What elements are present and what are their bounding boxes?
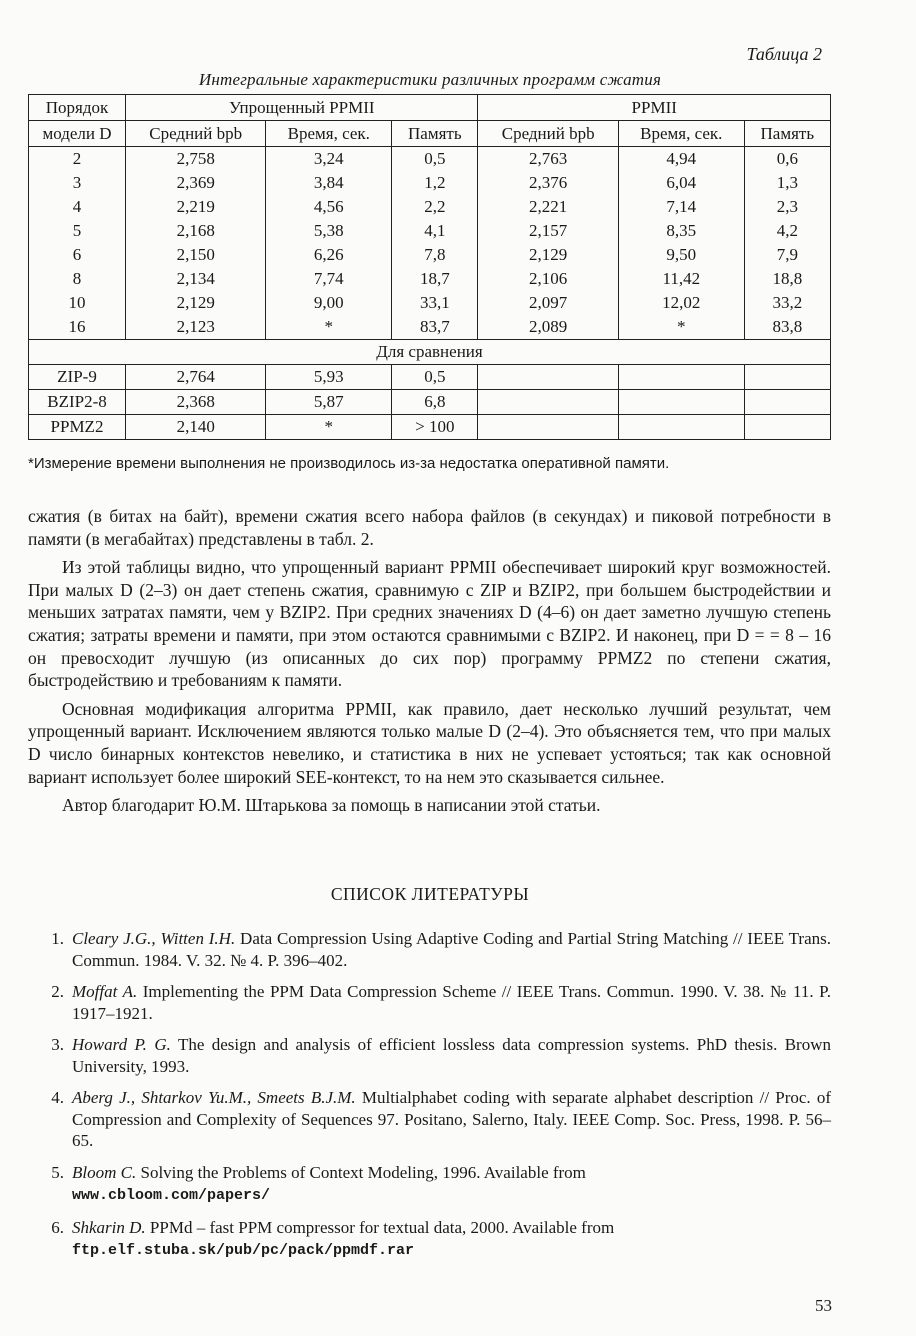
table-cell: 9,50 (618, 243, 744, 267)
table-cell (744, 415, 830, 440)
table-cell: 8,35 (618, 219, 744, 243)
table-cell: BZIP2-8 (29, 390, 126, 415)
paragraph: сжатия (в битах на байт), времени сжатия всего набора файлов (в секундах) и пиковой потребности в памяти (в мегабайтах) представлены в табл. 2. (28, 506, 831, 549)
comparison-row (29, 365, 831, 390)
comparison-row (29, 390, 831, 415)
table-row (29, 243, 831, 267)
reference-body (72, 1217, 831, 1262)
table-cell: 83,7 (392, 315, 478, 340)
reference-item (28, 1217, 831, 1262)
table-cell: 2,221 (478, 195, 618, 219)
table-cell: 2,758 (126, 147, 266, 172)
table-cell: 2,157 (478, 219, 618, 243)
table-cell: 2,150 (126, 243, 266, 267)
reference-text: The design and analysis of efficient lossless data compression systems. PhD thesis. Brown University, 1993. (72, 1035, 831, 1076)
reference-body (72, 928, 831, 971)
reference-item (28, 1034, 831, 1077)
table-row (29, 171, 831, 195)
reference-body (72, 1034, 831, 1077)
table-cell: 4,56 (266, 195, 392, 219)
reference-body (72, 1162, 831, 1207)
table-cell: 18,7 (392, 267, 478, 291)
table-cell: 2,369 (126, 171, 266, 195)
table-cell: 2,134 (126, 267, 266, 291)
table-cell: 6 (29, 243, 126, 267)
table-cell: 2,368 (126, 390, 266, 415)
table-cell: 10 (29, 291, 126, 315)
header-group-ppmii: PPMII (478, 95, 831, 121)
table-cell: 11,42 (618, 267, 744, 291)
table-row (29, 291, 831, 315)
reference-number: 6. (51, 1217, 64, 1237)
header-subcol: Память (392, 121, 478, 147)
reference-item (28, 928, 831, 971)
table-cell: 5,38 (266, 219, 392, 243)
table-label: Таблица 2 (746, 44, 822, 64)
references-title: СПИСОК ЛИТЕРАТУРЫ (330, 884, 530, 904)
acknowledgement: Автор благодарит Ю.М. Штарькова за помощь в написании этой статьи. (62, 795, 601, 816)
reference-authors: Howard P. G. (72, 1035, 171, 1054)
reference-number: 5. (51, 1162, 64, 1182)
table-row (29, 219, 831, 243)
table-caption: Интегральные характеристики различных программ сжатия (198, 70, 662, 89)
table-cell: 2,376 (478, 171, 618, 195)
table-cell: 4,2 (744, 219, 830, 243)
reference-link[interactable]: www.cbloom.com/papers/ (72, 1187, 271, 1204)
paragraph: Основная модификация алгоритма PPMII, как правило, дает несколько лучший результат, чем упрощенный вариант. Исключением являются только малые D (2–4). Это объясняется тем, что при малых D число бинарных контекстов невелико, и статистика в них не успевает устояться; так как основной вариант использует более широкий SEE-контекст, то на нем это сказывается сильнее. (28, 698, 831, 787)
table-cell: 4,1 (392, 219, 478, 243)
table-cell (478, 365, 618, 390)
table-cell: 2,129 (478, 243, 618, 267)
table-cell: 33,2 (744, 291, 830, 315)
table-cell: * (266, 415, 392, 440)
comparison-section-label: Для сравнения (29, 340, 831, 365)
compression-table (28, 94, 831, 440)
table-cell: 4,94 (618, 147, 744, 172)
header-subcol: Память (744, 121, 830, 147)
table-cell (478, 415, 618, 440)
reference-number: 4. (51, 1088, 64, 1107)
reference-body (72, 1087, 831, 1152)
references-list (28, 928, 831, 1272)
table-cell: ZIP-9 (29, 365, 126, 390)
table-cell: 3,84 (266, 171, 392, 195)
comparison-body (29, 365, 831, 440)
reference-item (28, 1087, 831, 1152)
table-cell: * (618, 315, 744, 340)
header-group-simplified: Упрощенный PPMII (126, 95, 478, 121)
table-cell: 2,089 (478, 315, 618, 340)
header-subcol: Время, сек. (618, 121, 744, 147)
table-row (29, 147, 831, 172)
table-cell: 0,5 (392, 147, 478, 172)
table-cell: 7,74 (266, 267, 392, 291)
reference-link[interactable]: ftp.elf.stuba.sk/pub/pc/pack/ppmdf.rar (72, 1242, 415, 1259)
table-cell: 5 (29, 219, 126, 243)
table-cell: > 100 (392, 415, 478, 440)
reference-authors: Bloom C. (72, 1162, 137, 1182)
table-cell: 7,9 (744, 243, 830, 267)
table-cell: 7,14 (618, 195, 744, 219)
table-cell (744, 390, 830, 415)
table-cell (478, 390, 618, 415)
table-row (29, 195, 831, 219)
table-cell: 5,87 (266, 390, 392, 415)
table-cell: 7,8 (392, 243, 478, 267)
table-cell: 5,93 (266, 365, 392, 390)
table-cell: 2,3 (744, 195, 830, 219)
table-cell: * (266, 315, 392, 340)
table-cell: 0,6 (744, 147, 830, 172)
table-cell: 8 (29, 267, 126, 291)
table-cell: 33,1 (392, 291, 478, 315)
table-cell: 2,168 (126, 219, 266, 243)
header-order-line2: модели D (29, 121, 126, 147)
reference-text: PPMd – fast PPM compressor for textual data, 2000. Available from (145, 1217, 615, 1237)
table-cell: PPMZ2 (29, 415, 126, 440)
table-cell: 6,8 (392, 390, 478, 415)
reference-body (72, 981, 831, 1024)
table-cell: 2,097 (478, 291, 618, 315)
reference-text: Solving the Problems of Context Modeling, 1996. Available from (136, 1162, 586, 1182)
reference-item (28, 981, 831, 1024)
table-footnote: *Измерение времени выполнения не производилось из-за недостатка оперативной памяти. (28, 455, 670, 472)
table-cell: 2,764 (126, 365, 266, 390)
table-cell: 2,2 (392, 195, 478, 219)
header-subcol: Время, сек. (266, 121, 392, 147)
table-cell: 0,5 (392, 365, 478, 390)
reference-authors: Aberg J., Shtarkov Yu.M., Smeets B.J.M. (72, 1088, 356, 1107)
reference-text: Implementing the PPM Data Compression Scheme // IEEE Trans. Commun. 1990. V. 38. № 11. P. 1917–1921. (72, 982, 831, 1023)
table-cell: 6,04 (618, 171, 744, 195)
table-row (29, 267, 831, 291)
table-cell: 3,24 (266, 147, 392, 172)
table-cell: 2,219 (126, 195, 266, 219)
table-cell: 2,763 (478, 147, 618, 172)
header-subcol: Средний bpb (478, 121, 618, 147)
table-cell: 2 (29, 147, 126, 172)
reference-item (28, 1162, 831, 1207)
table-cell (618, 415, 744, 440)
comparison-row (29, 415, 831, 440)
table-row (29, 315, 831, 340)
table-cell: 83,8 (744, 315, 830, 340)
reference-number: 1. (51, 929, 64, 948)
table-cell: 16 (29, 315, 126, 340)
reference-text: Data Compression Using Adaptive Coding and Partial String Matching // IEEE Trans. Commun. 1984. V. 32. № 4. P. 396–402. (72, 929, 831, 970)
header-order-line1: Порядок (29, 95, 126, 121)
table-cell: 12,02 (618, 291, 744, 315)
reference-authors: Shkarin D. (72, 1217, 146, 1237)
table-cell (744, 365, 830, 390)
reference-number: 3. (51, 1035, 64, 1054)
reference-number: 2. (51, 982, 64, 1001)
table-cell: 2,106 (478, 267, 618, 291)
reference-text: Multialphabet coding with separate alphabet description // Proc. of Compression and Complexity of Sequences 97. Positano, Salerno, Italy. IEEE Comp. Soc. Press, 1998. P. 56–65. (72, 1088, 831, 1150)
table-cell: 2,129 (126, 291, 266, 315)
reference-authors: Cleary J.G., Witten I.H. (72, 929, 236, 948)
table-cell (618, 365, 744, 390)
table-cell: 9,00 (266, 291, 392, 315)
table-body (29, 147, 831, 340)
page-number: 53 (815, 1296, 832, 1315)
table-cell: 6,26 (266, 243, 392, 267)
header-subcol: Средний bpb (126, 121, 266, 147)
paragraph: Из этой таблицы видно, что упрощенный вариант PPMII обеспечивает широкий круг возможностей. При малых D (2–3) он дает степень сжатия, сравнимую с ZIP и BZIP2, при большем быстродействии и меньших затратах памяти, чем у BZIP2. При средних значениях D (4–6) он дает заметно лучшую степень сжатия; затраты времени и памяти, при этом остаются сравнимыми с BZIP2. И наконец, при D = = 8 – 16 он превосходит лучшую (из описанных до сих пор) программу PPMZ2 по степени сжатия, быстродействию и требованиям к памяти. (28, 557, 831, 691)
table-cell (618, 390, 744, 415)
table-cell: 1,3 (744, 171, 830, 195)
table-cell: 1,2 (392, 171, 478, 195)
table-cell: 4 (29, 195, 126, 219)
table-cell: 2,123 (126, 315, 266, 340)
table-cell: 2,140 (126, 415, 266, 440)
reference-authors: Moffat A. (72, 982, 138, 1001)
table-cell: 18,8 (744, 267, 830, 291)
article-body (28, 505, 831, 823)
table-cell: 3 (29, 171, 126, 195)
